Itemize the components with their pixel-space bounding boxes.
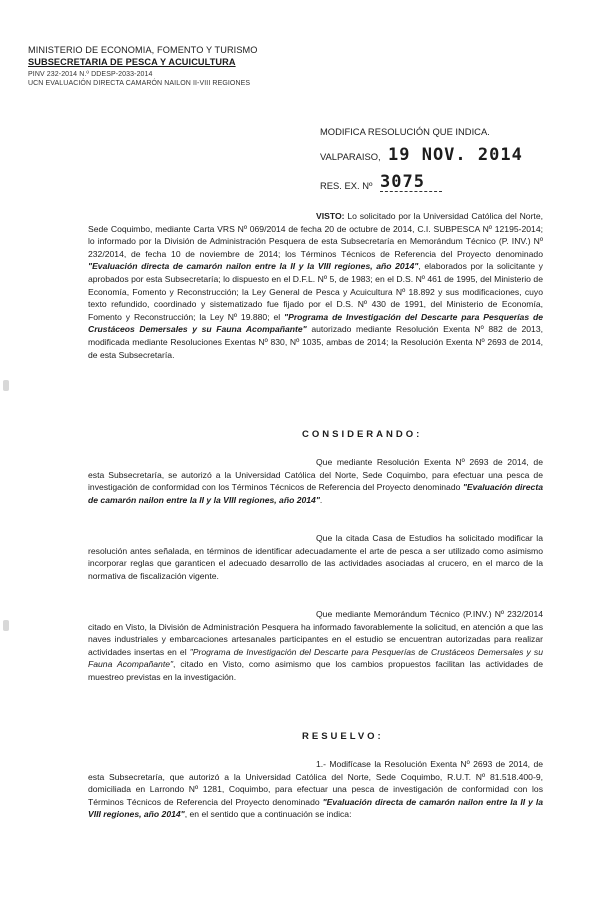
resolution-number: 3075 [380, 172, 425, 192]
visto-text-2: , elaborados por la solicitante y aprobados por esta Subsecretaría; lo dispuesto en el D.F.L. Nº 5, de 1983; en el D.S. Nº 461 de 1995, del Ministerio de Economía, Fomento y Reconstrucción; la Ley General de Pesca y Acuicultura Nº 18.892 y sus modificaciones, cuyo texto refundido, coordinado y sistematizado fue fijado por el D.S. Nº 430 de 1991, del Ministerio de Economía, Fomento y Reconstrucción; la Ley Nº 19.880; el [88, 261, 543, 322]
resuelvo-1 [88, 758, 543, 821]
resuelvo-1-lead: 1.- Modifícase la Resolución Exenta Nº 2693 de [316, 759, 506, 769]
considerando-2-lead: Que la citada Casa de Estudios ha solicitado modificar [316, 533, 533, 543]
subsecretaria-name: SUBSECRETARIA DE PESCA Y ACUICULTURA [28, 57, 236, 67]
considerando-1-end: . [319, 494, 323, 505]
considerando-1-text: esta Subsecretaría, se autorizó a la Universidad Católica del Norte, Sede Coquimbo, para efectuar una pesca de investigación de conformidad con los Términos Técnicos de Referencia del Proyecto denominado [88, 469, 543, 493]
considerando-3-program: "Programa de Investigación del Descarte para Pesquerías de Crustáceos Demersales y su Fauna Acompañante" [88, 646, 543, 670]
document-subject: MODIFICA RESOLUCIÓN QUE INDICA. [320, 126, 490, 137]
unit-line: UCN EVALUACIÓN DIRECTA CAMARÓN NAILON II-VIII REGIONES [28, 80, 251, 87]
considerando-2-text: la resolución antes señalada, en términos de identificar adecuadamente el arte de pesca a ser utilizado como asimismo incorporar reglas que garanticen el adecuado desarrollo de las actividades asociadas al crucero, en el marco de la normativa de fiscalización vigente. [88, 533, 543, 581]
considerando-1-project: "Evaluación directa de camarón nailon entre la II y la VIII regiones, año 2014" [88, 482, 543, 505]
visto-text-1: Lo solicitado por la Universidad Católica del Norte, Sede Coquimbo, mediante Carta VRS Nº 069/2014 de fecha 20 de octubre de 2014, C.I. SUBPESCA Nº 12195-2014; lo informado por la División de Administración Pesquera de esta Subsecretaría en Memorándum Técnico (P. INV.) Nº 232/2014, de fecha 10 de noviembre de 2014; los Términos Técnicos de Referencia del Proyecto denominado [88, 211, 543, 259]
reference-line: PINV 232-2014 N.º DDESP-2033-2014 [28, 71, 153, 78]
resuelvo-heading: RESUELVO: [302, 731, 384, 742]
considerando-3-end: , citado en Visto, como asimismo que los cambios propuestos facilitan las actividades de muestreo previstas en la investigación. [88, 659, 543, 682]
punch-hole [3, 380, 9, 391]
visto-program-name: "Programa de Investigación del Descarte para Pesquerías de Crustáceos Demersales y su Fauna Acompañante" [88, 311, 543, 335]
considerando-3-text: 232/2014 citado en Visto, la División de Administración Pesquera ha informado favorablemente la solicitud, en atención a que las naves industriales y embarcaciones artesanales participantes en el estudio se encuentran autorizadas para realizar actividades insertas en el [88, 609, 543, 657]
place-label: VALPARAISO, [320, 151, 381, 162]
visto-text-3: autorizado mediante Resolución Exenta Nº 882 de 2013, modificada mediante Resoluciones Exentas Nº 830, Nº 1035, ambas de 2014; la Resolución Exenta Nº 2693 de 2014, de esta Subsecretaría. [88, 324, 543, 360]
considerando-3-lead: Que mediante Memorándum Técnico (P.INV.) Nº [316, 609, 505, 619]
considerando-heading: CONSIDERANDO: [302, 429, 423, 440]
considerando-3 [88, 608, 543, 684]
ministry-name: MINISTERIO DE ECONOMIA, FOMENTO Y TURISMO [28, 45, 258, 55]
visto-label: VISTO: [316, 211, 345, 221]
resuelvo-1-end: , en el sentido que a continuación se indica: [184, 809, 352, 820]
considerando-2 [88, 532, 543, 582]
considerando-1-lead: Que mediante Resolución Exenta Nº 2693 de 2014, de [316, 457, 543, 467]
punch-hole [3, 620, 9, 631]
visto-project-name: "Evaluación directa de camarón nailon entre la II y la VIII regiones, año 2014" [88, 261, 419, 272]
resuelvo-1-text: 2014, de esta Subsecretaría, que autorizó a la Universidad Católica del Norte, Sede Coquimbo, R.U.T. Nº 81.518.400-9, domiciliada en Larrondo Nº 1281, Coquimbo, para efectuar una pesca de investigación de conformidad con los Términos Técnicos de Referencia del Proyecto denominado [88, 759, 544, 807]
considerando-1 [88, 456, 543, 506]
resuelvo-1-project: "Evaluación directa de camarón nailon entre la II y la VIII regiones, año 2014" [88, 796, 543, 820]
document-date: 19 NOV. 2014 [388, 145, 523, 165]
resolution-label: RES. EX. Nº [320, 180, 373, 191]
resolution-number-underline [380, 191, 442, 192]
visto-paragraph [88, 210, 543, 361]
